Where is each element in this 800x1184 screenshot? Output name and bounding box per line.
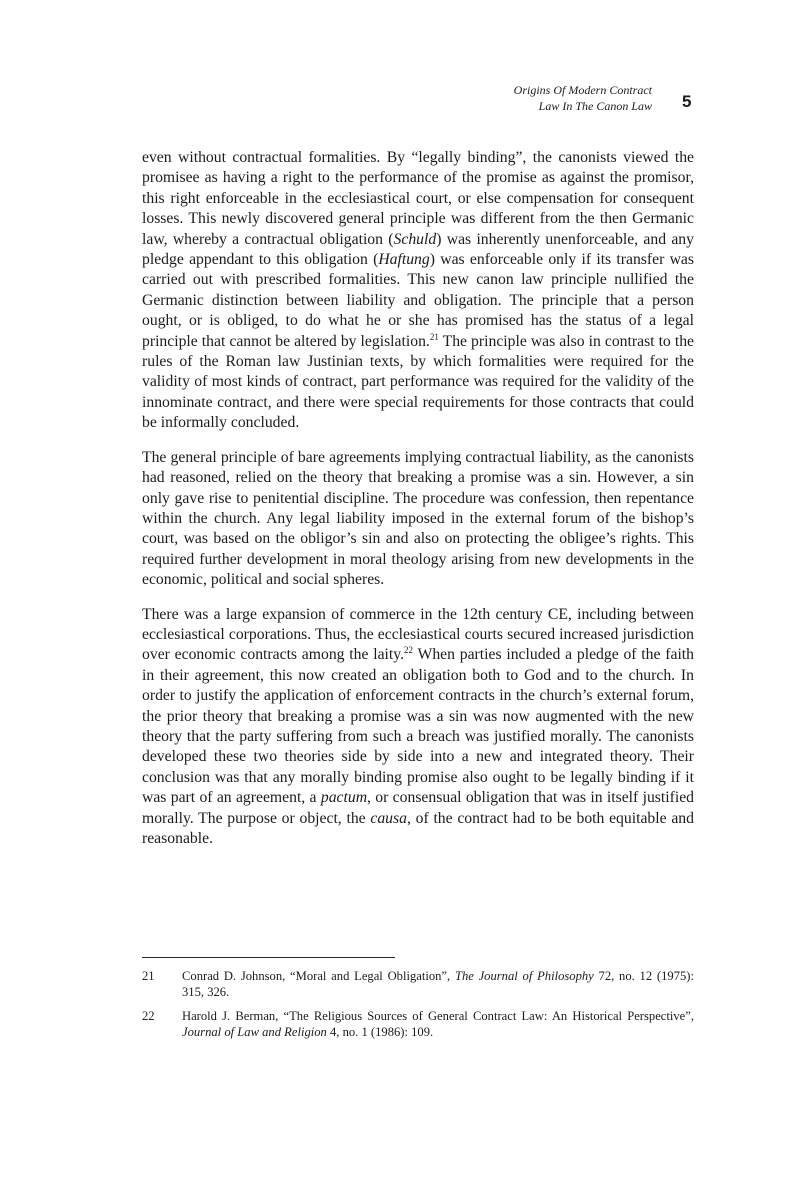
- italic-term: The Journal of Philosophy: [454, 969, 594, 983]
- italic-term: Haftung: [378, 251, 430, 269]
- italic-term: pactum: [320, 789, 368, 807]
- footnote-text: Conrad D. Johnson, “Moral and Legal Obligation”, The Journal of Philosophy 72, no. 12 (1975): 315, 326.: [182, 969, 694, 1000]
- footnote-22: [142, 1008, 694, 1041]
- footnote-ref[interactable]: 21: [429, 331, 439, 342]
- footnote-separator: [142, 957, 395, 958]
- italic-term: Schuld: [393, 230, 437, 248]
- paragraph: There was a large expansion of commerce in the 12th century CE, including between ecclesiastical corporations. Thus, the ecclesiastical courts secured increased jurisdiction over economic contracts among the laity.$^{22}$ When parties included a pledge of the faith in their agreement, this now created an obligation both to God and to the church. In order to justify the application of enforcement contracts in the church’s external forum, the prior theory that breaking a promise was a sin was now augmented with the new theory that the party suffering from such a breach was justified morally. The canonists developed these two theories side by side into a new and integrated theory. Their conclusion was that any morally binding promise also ought to be legally binding if it was part of an agreement, a pactum, or consensual obligation that was in itself justified morally. The purpose or object, the causa, of the contract had to be both equitable and reasonable.: [142, 605, 695, 847]
- footnote-text: Harold J. Berman, “The Religious Sources of General Contract Law: An Historical Perspective”, Journal of Law and Religion 4, no. 1 (1986): 109.: [182, 1008, 694, 1039]
- footnote-21: [142, 968, 694, 1001]
- footnote-number: 21: [142, 969, 155, 983]
- italic-term: Journal of Law and Religion: [182, 1024, 327, 1039]
- footnotes: [142, 968, 694, 1047]
- running-head-title: Origins Of Modern Contract: [513, 83, 652, 97]
- paragraph: The general principle of bare agreements implying contractual liability, as the canonists had reasoned, relied on the theory that breaking a promise was a sin. However, a sin only gave rise to penitential discipline. The procedure was confession, then repentance within the church. Any legal liability imposed in the external forum of the bishop’s court, was based on the obligor’s sin and also on protecting the obligee’s rights. This required further development in moral theology arising from new developments in the economic, political and social spheres.: [142, 448, 694, 589]
- page-number: 5: [682, 92, 692, 111]
- body-text: [142, 148, 694, 863]
- italic-term: causa: [370, 809, 407, 827]
- running-head-subtitle: Law In The Canon Law: [538, 99, 652, 113]
- paragraph: even without contractual formalities. By “legally binding”, the canonists viewed the promisee as having a right to the performance of the promise as against the promisor, this right enforceable in the ecclesiastical court, or else compensation for consequent losses. This newly discovered general principle was different from the then Germanic law, whereby a contractual obligation (Schuld) was inherently unenforceable, and any pledge appendant to this obligation (Haftung) was enforceable only if its transfer was carried out with prescribed formalities. This new canon law principle nullified the Germanic distinction between liability and obligation. The principle that a person ought, or is obliged, to do what he or she has promised has the status of a legal principle that cannot be altered by legislation.$^{21}$ The principle was also in contrast to the rules of the Roman law Justinian texts, by which formalities were required for the validity of most kinds of contract, part performance was required for the validity of the innominate contract, and there were special requirements for those contracts that could be informally concluded.: [142, 149, 694, 432]
- running-head: [514, 82, 652, 114]
- footnote-ref[interactable]: 22: [404, 645, 414, 656]
- footnote-number: 22: [142, 1008, 155, 1023]
